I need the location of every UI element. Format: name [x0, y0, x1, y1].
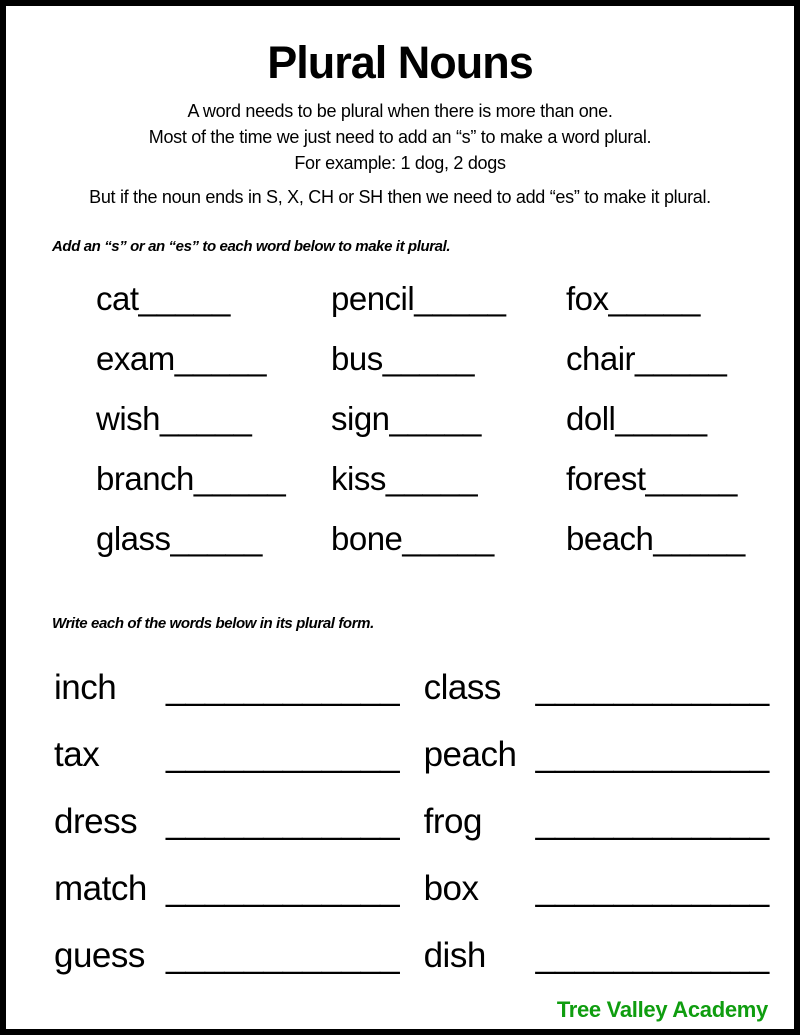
- page-title: Plural Nouns: [267, 37, 533, 88]
- word-item: [566, 329, 754, 389]
- answer-blank: _____: [615, 399, 708, 437]
- answer-blank: _____: [138, 279, 231, 317]
- word-item: [54, 654, 400, 721]
- rule-line: But if the noun ends in S, X, CH or SH then we need to add “es” to make it plural.: [89, 186, 711, 207]
- word-item: [424, 788, 770, 855]
- word-label: chair: [566, 339, 636, 377]
- answer-blank: ____________: [535, 667, 770, 707]
- word-item: [566, 449, 754, 509]
- answer-blank: ____________: [166, 667, 400, 707]
- word-item: [331, 449, 566, 509]
- answer-blank: ____________: [535, 935, 770, 975]
- answer-blank: ____________: [166, 935, 400, 975]
- word-label: pencil: [331, 279, 415, 317]
- word-label: fox: [566, 279, 609, 317]
- word-item: [54, 788, 400, 855]
- answer-blank: _____: [414, 279, 506, 317]
- intro-line-1: A word needs to be plural when there is more than one.: [187, 100, 613, 121]
- word-label: frog: [423, 801, 482, 841]
- word-label: dress: [54, 801, 138, 841]
- answer-blank: ____________: [166, 801, 400, 841]
- word-label: cat: [96, 279, 139, 317]
- answer-blank: ____________: [535, 734, 770, 774]
- answer-blank: _____: [385, 459, 478, 497]
- word-item: [96, 389, 331, 449]
- word-item: [424, 654, 770, 721]
- word-item: [331, 269, 566, 329]
- word-label: peach: [423, 734, 517, 774]
- section2-instruction: Write each of the words below in its plural form.: [52, 614, 374, 632]
- word-label: tax: [54, 734, 100, 774]
- word-label: beach: [566, 519, 654, 557]
- word-label: guess: [54, 935, 145, 975]
- section2-word-grid: [54, 654, 770, 989]
- word-label: glass: [96, 519, 171, 557]
- answer-blank: ____________: [166, 734, 400, 774]
- word-item: [54, 721, 400, 788]
- answer-blank: _____: [635, 339, 727, 377]
- word-label: match: [54, 868, 147, 908]
- answer-blank: _____: [160, 399, 252, 437]
- answer-blank: _____: [653, 519, 746, 557]
- word-label: branch: [96, 459, 194, 497]
- word-item: [96, 269, 331, 329]
- word-label: bone: [331, 519, 403, 557]
- intro-line-2: Most of the time we just need to add an “s” to make a word plural.: [148, 126, 652, 147]
- word-item: [54, 922, 400, 989]
- answer-blank: _____: [170, 519, 263, 557]
- intro-line-3: For example: 1 dog, 2 dogs: [294, 152, 506, 173]
- answer-blank: _____: [402, 519, 495, 557]
- word-label: forest: [566, 459, 646, 497]
- word-item: [424, 922, 770, 989]
- word-item: [566, 269, 754, 329]
- section1-word-grid: [96, 269, 754, 569]
- word-item: [424, 855, 770, 922]
- word-label: exam: [96, 339, 175, 377]
- section1-instruction: Add an “s” or an “es” to each word below to make it plural.: [52, 237, 451, 255]
- word-label: sign: [331, 399, 390, 437]
- word-item: [331, 389, 566, 449]
- word-label: wish: [96, 399, 161, 437]
- brand-logo-text: Tree Valley Academy: [556, 997, 768, 1022]
- answer-blank: _____: [193, 459, 286, 497]
- word-label: kiss: [331, 459, 386, 497]
- word-label: bus: [331, 339, 383, 377]
- answer-blank: _____: [382, 339, 475, 377]
- answer-blank: ____________: [535, 868, 770, 908]
- answer-blank: _____: [389, 399, 482, 437]
- word-item: [96, 329, 331, 389]
- answer-blank: _____: [174, 339, 267, 377]
- word-item: [566, 509, 754, 569]
- word-item: [331, 329, 566, 389]
- word-label: doll: [566, 399, 616, 437]
- word-label: class: [423, 667, 501, 707]
- word-item: [424, 721, 770, 788]
- answer-blank: ____________: [535, 801, 770, 841]
- word-label: dish: [423, 935, 486, 975]
- answer-blank: _____: [645, 459, 738, 497]
- intro-paragraph: [6, 98, 794, 176]
- word-item: [566, 389, 754, 449]
- word-item: [54, 855, 400, 922]
- word-item: [331, 509, 566, 569]
- answer-blank: _____: [608, 279, 701, 317]
- answer-blank: ____________: [166, 868, 400, 908]
- word-label: inch: [54, 667, 117, 707]
- word-label: box: [423, 868, 479, 908]
- word-item: [96, 449, 331, 509]
- word-item: [96, 509, 331, 569]
